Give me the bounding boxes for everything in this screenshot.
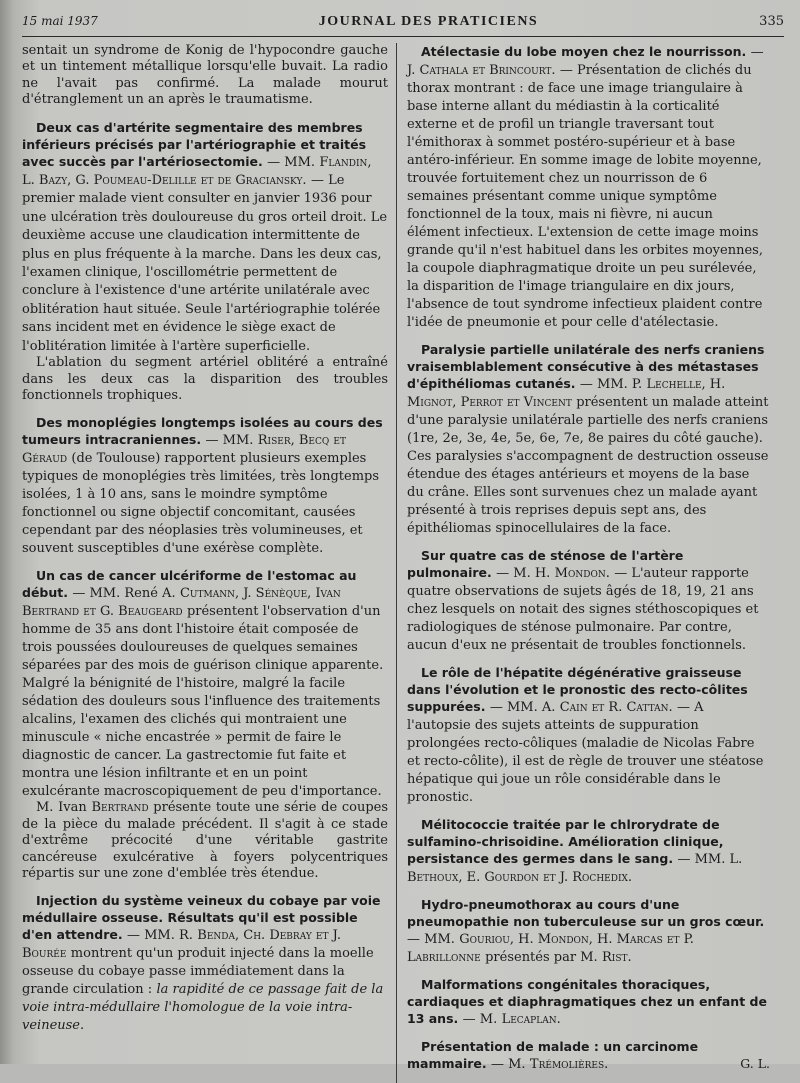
article-arterite <box>22 119 388 405</box>
article-body: — Présentation de clichés du thorax montrant : de face une image triangulaire à base interne allant du médiastin à la corticalité externe et de profil un triangle traversant tout l'émithorax à sommet postéro-supérieur et à base antéro-inférieur. En somme image de lobite moyenne, trouvée fortuitement chez un nourrisson de 6 semaines présentant comme unique symptôme fonctionnel de la toux, mais ni fièvre, ni aucun élément infectieux. L'extension de cette image moins grande qu'il n'est habituel dans les orbites moyennes, la coupole diaphragmatique droite un peu surélevée, la disparition de l'image triangulaire en dix jours, l'absence de tout syndrome infectieux plaident contre l'idée de pneumonie et pour celle d'atélectasie. <box>407 63 763 330</box>
article-title: Injection du système veineux du cobaye par voie médullaire osseuse. Résultats qu'il est possible d'en attendre. <box>22 893 381 943</box>
article-atelectasie <box>407 43 770 331</box>
article-authors: Trémolières. <box>529 1057 609 1072</box>
article-hydro-pneumothorax <box>407 896 770 966</box>
article-author-2: Rist. <box>602 950 632 965</box>
journal-title: JOURNAL DES PRATICIENS <box>318 14 539 29</box>
running-head <box>22 14 790 34</box>
article-title: Hydro-pneumothorax au cours d'une pneumopathie non tuberculeuse sur un gros cœur. <box>407 897 765 929</box>
article-stenose <box>407 547 770 654</box>
article-body: montrent qu'un produit injecté dans la moelle osseuse du cobaye passe immédiatement dans la grande circulation : <box>22 946 374 998</box>
article-authors: Lechelle, H. Mignot, Perrot et Vincent <box>407 377 726 410</box>
article-title: Un cas de cancer ulcériforme de l'estomac au début. <box>22 568 357 601</box>
article-title: Mélitococcie traitée par le chlrorydrate de sulfamino-chrisoidine. Amélioration clinique, persistance des germes dans le sang. <box>407 817 724 866</box>
article-carcinome <box>407 1038 770 1073</box>
article-mm: — MM. <box>407 932 455 947</box>
article-body: — A l'autopsie des sujets atteints de suppuration prolongées recto-côliques (maladie de Nicolas Fabre et recto-côlite), il est de règle de trouver une stéatose hépatique qui joue un rôle considérable dans le pronostic. <box>407 700 764 805</box>
article-paralysie <box>407 341 770 537</box>
article-authors: Riser, Becq et Géraud <box>22 433 346 467</box>
article-title: Le rôle de l'hépatite dégénérative graisseuse dans l'évolution et le pronostic des recto-côlites suppurées. <box>407 665 748 714</box>
article-injection-cobaye <box>22 892 388 1034</box>
article-mm: — MM. <box>205 433 254 449</box>
article-mm: — M. H. <box>496 566 551 581</box>
article-body-2: L'ablation du segment artériel oblitéré a entraîné dans les deux cas la disparition des troubles fonctionnels trophiques. <box>22 355 388 403</box>
article-authors: Gouriou, H. Mondon, H. Marcas et P. Labrillonne <box>407 932 694 965</box>
article-authors: Benda, Ch. Debray et J. Bourée <box>22 928 341 962</box>
article-mm: — MM. P. <box>579 377 643 392</box>
article-monoplegies <box>22 414 388 557</box>
article-authors: Cain et R. Cattan. <box>559 700 673 715</box>
article-authors: — J. Cathala et Brincourt. <box>407 45 764 78</box>
article-mm: — MM. L. <box>677 852 743 867</box>
article-mm: — MM. A. <box>489 700 556 715</box>
article-mm: — MM. R. <box>126 928 193 944</box>
article-mm: — MM. René A. <box>72 586 176 602</box>
article-authors: Flandin, L. Bazy, G. Poumeau-Delille et de Graciansky. <box>22 154 372 189</box>
article-melitococcie <box>407 816 770 886</box>
article-malformations <box>407 976 770 1028</box>
article-mm: — M. <box>462 1012 498 1027</box>
article-hepatite <box>407 664 770 806</box>
page-number: 335 <box>759 14 784 29</box>
article-cancer-estomac <box>22 567 388 882</box>
article-body: — L'auteur rapporte quatre observations de sujets âgés de 18, 19, 21 ans chez lesquels on notait des signes stéthoscopiques et radiologiques de sténose pulmonaire. Par contre, aucun d'eux ne présentait de troubles fonctionnels. <box>407 566 759 653</box>
continuation-paragraph <box>22 43 388 109</box>
header-rule <box>22 36 784 37</box>
article-title: Des monoplégies longtemps isolées au cours des tumeurs intracraniennes. <box>22 415 383 448</box>
article-authors: Lecaplan. <box>501 1012 561 1027</box>
issue-date: 15 mai 1937 <box>22 14 98 28</box>
two-column-layout <box>22 43 790 1083</box>
article-authors: Mondon. <box>554 566 610 581</box>
article-body: présentent un malade atteint d'une paralysie unilatérale partielle des nerfs craniens (1re, 2e, 3e, 4e, 5e, 6e, 7e, 8e paires du côté gauche). Ces paralysies s'accompagnent de destruction osseuse étendue des étages antérieurs et moyens de la base du crâne. Elles sont survenues chez un malade ayant présenté à trois reprises depuis sept ans, des épithéliomas spinocellulaires de la face. <box>407 395 769 536</box>
left-column <box>22 43 396 1083</box>
article-body-italic: la rapidité de ce passage fait de la voie intra-médullaire l'homologue de la voie intra-veineuse. <box>22 982 384 1034</box>
continuation-text: sentait un syndrome de Konig de l'hypocondre gauche et un tintement métallique lorsqu'elle buvait. La radio ne l'avait pas confirmé. La malade mourut d'étranglement un an après le traumatisme. <box>22 43 388 108</box>
article-title: Atélectasie du lobe moyen chez le nourrisson. <box>421 44 747 59</box>
article-title: Malformations congénitales thoraciques, cardiaques et diaphragmatiques chez un enfant de 13 ans. <box>407 977 767 1026</box>
article-title: Sur quatre cas de sténose de l'artère pulmonaire. <box>407 548 684 580</box>
right-column <box>396 43 770 1083</box>
article-body: présentent l'observation d'un homme de 35 ans dont l'histoire était composée de trois poussées douloureuses de quelques semaines séparées par des mois de guérison clinique apparente. Malgré la bénignité de l'histoire, malgré la facile sédation des douleurs sous l'influence des traitements alcalins, l'examen des clichés qui montraient une minuscule « niche encastrée » permit de faire le diagnostic de cancer. La gastrectomie fut faite et montra une lésion infiltrante et en un point exulcérante macroscopiquement de peu d'importance. <box>22 604 384 800</box>
body2-author: Bertrand <box>91 800 149 816</box>
article-mm: — M. <box>490 1057 526 1072</box>
article-mm: — MM. <box>267 154 316 170</box>
article-body-2: présente toute une série de coupes de la pièce du malade précédent. Il s'agit à ce stade d'extrême précocité d'une véritable gastrite cancéreuse exulcérative à foyers polycentriques répartis sur une zone d'emblée très étendue. <box>22 800 389 881</box>
article-body: présentés par M. <box>485 950 598 965</box>
article-title: Paralysie partielle unilatérale des nerfs craniens vraisemblablement consécutive à des métastases d'épithéliomas cutanés. <box>407 342 765 391</box>
article-title: Deux cas d'artérite segmentaire des membres inférieurs précisés par l'artériographie et traités avec succès par l'artériosectomie. <box>22 119 367 169</box>
article-body: — Le premier malade vient consulter en janvier 1936 pour une ulcération très douloureuse du gros orteil droit. Le deuxième accuse une claudication intermittente de plus en plus fréquente à la marche. Dans les deux cas, l'examen clinique, l'oscillométrie permettent de conclure à l'existence d'une artérite unilatérale avec oblitération haut située. Seule l'artériographie tolérée sans incident met en évidence le siège exact de l'oblitération limitée à l'artère superficielle. <box>22 173 388 354</box>
article-body: (de Toulouse) rapportent plusieurs exemples typiques de monoplégies très limitées, très longtemps isolées, 1 à 10 ans, sans le moindre symptôme fonctionnel ou signe objectif concomitant, causées cependant par des néoplasies très volumineuses, et souvent susceptibles d'une exérèse complète. <box>22 451 380 557</box>
section-signature: G. L. <box>740 1056 770 1071</box>
article-authors: Bethoux, E. Gourdon et J. Rochedix. <box>407 870 633 885</box>
article-authors: Cutmann, J. Sénèque, Ivan Bertrand et G. Beaugeard <box>22 586 341 620</box>
body2-prefix: M. Ivan <box>36 800 87 816</box>
article-title: Présentation de malade : un carcinome mammaire. <box>407 1039 699 1071</box>
